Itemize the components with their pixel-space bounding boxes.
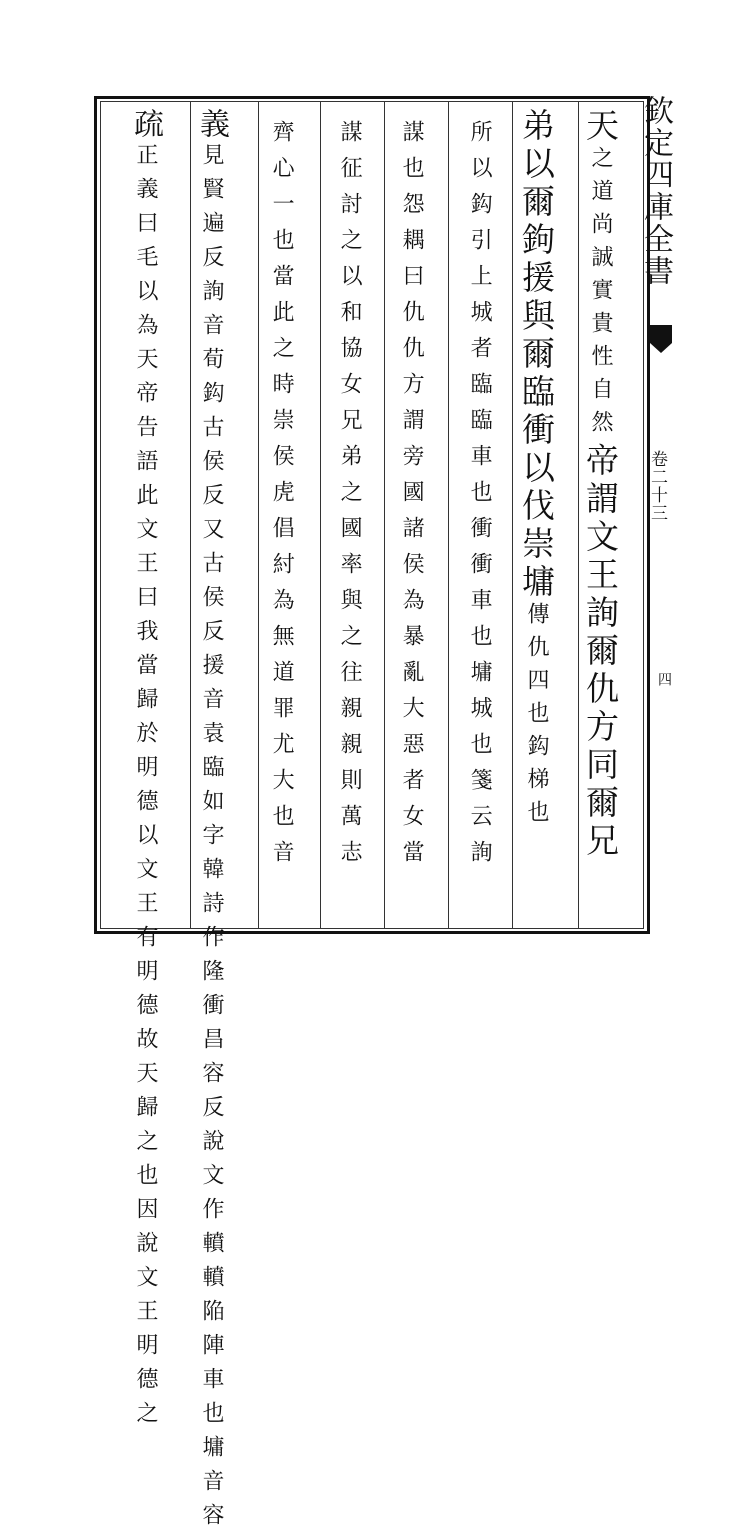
column-rule (384, 101, 385, 929)
column-rule (320, 101, 321, 929)
annotation-column-left: 齊心一也當此之時崇侯虎倡紂為無道罪尤大也音 (269, 120, 295, 876)
volume-label: 卷二十三 (647, 450, 667, 522)
fish-tail-mark (650, 325, 672, 365)
text-column-1 (581, 108, 620, 861)
inner-border (100, 101, 644, 929)
column-rule (190, 101, 191, 929)
text-segment: 帝謂文王詢爾仇方同爾兄 (581, 443, 620, 861)
column-rule (448, 101, 449, 929)
page-mark: 四 (656, 672, 672, 686)
text-segment: 天 (581, 108, 620, 146)
column-rule (578, 101, 579, 929)
column-rule (258, 101, 259, 929)
text-column-2 (517, 108, 556, 833)
text-segment: 義 (194, 108, 229, 143)
annotation-column-right: 謀征討之以和協女兄弟之國率與之往親親則萬志 (337, 120, 363, 876)
text-segment: 弟以爾鉤援與爾臨衝以伐崇墉 (517, 108, 556, 602)
column-rule (512, 101, 513, 929)
annotation-segment: 見賢遍反詢音荀鈎古侯反又古侯反援音袁臨如字韓詩作隆衝昌容反說文作轒轒陥陣車也墉音容 (199, 143, 224, 1537)
annotation-column-left: 謀也怨耦曰仇仇方謂旁國諸侯為暴亂大惡者女當 (399, 120, 425, 876)
text-column-6 (128, 108, 163, 1435)
annotation-column-right: 所以鈎引上城者臨臨車也衝衝車也墉城也箋云詢 (467, 120, 493, 876)
text-column-5 (194, 108, 229, 1537)
annotation-segment: 之道尚誠實貴性自然 (588, 146, 613, 443)
text-segment: 疏 (128, 108, 163, 143)
book-title: 欽定四庫全書 (638, 95, 673, 287)
annotation-segment: 傳仇四也鈎梯也 (524, 602, 549, 833)
annotation-segment: 正義曰毛以為天帝告語此文王曰我當歸於明德以文王有明德故天歸之也因說文王明德之 (133, 143, 158, 1435)
